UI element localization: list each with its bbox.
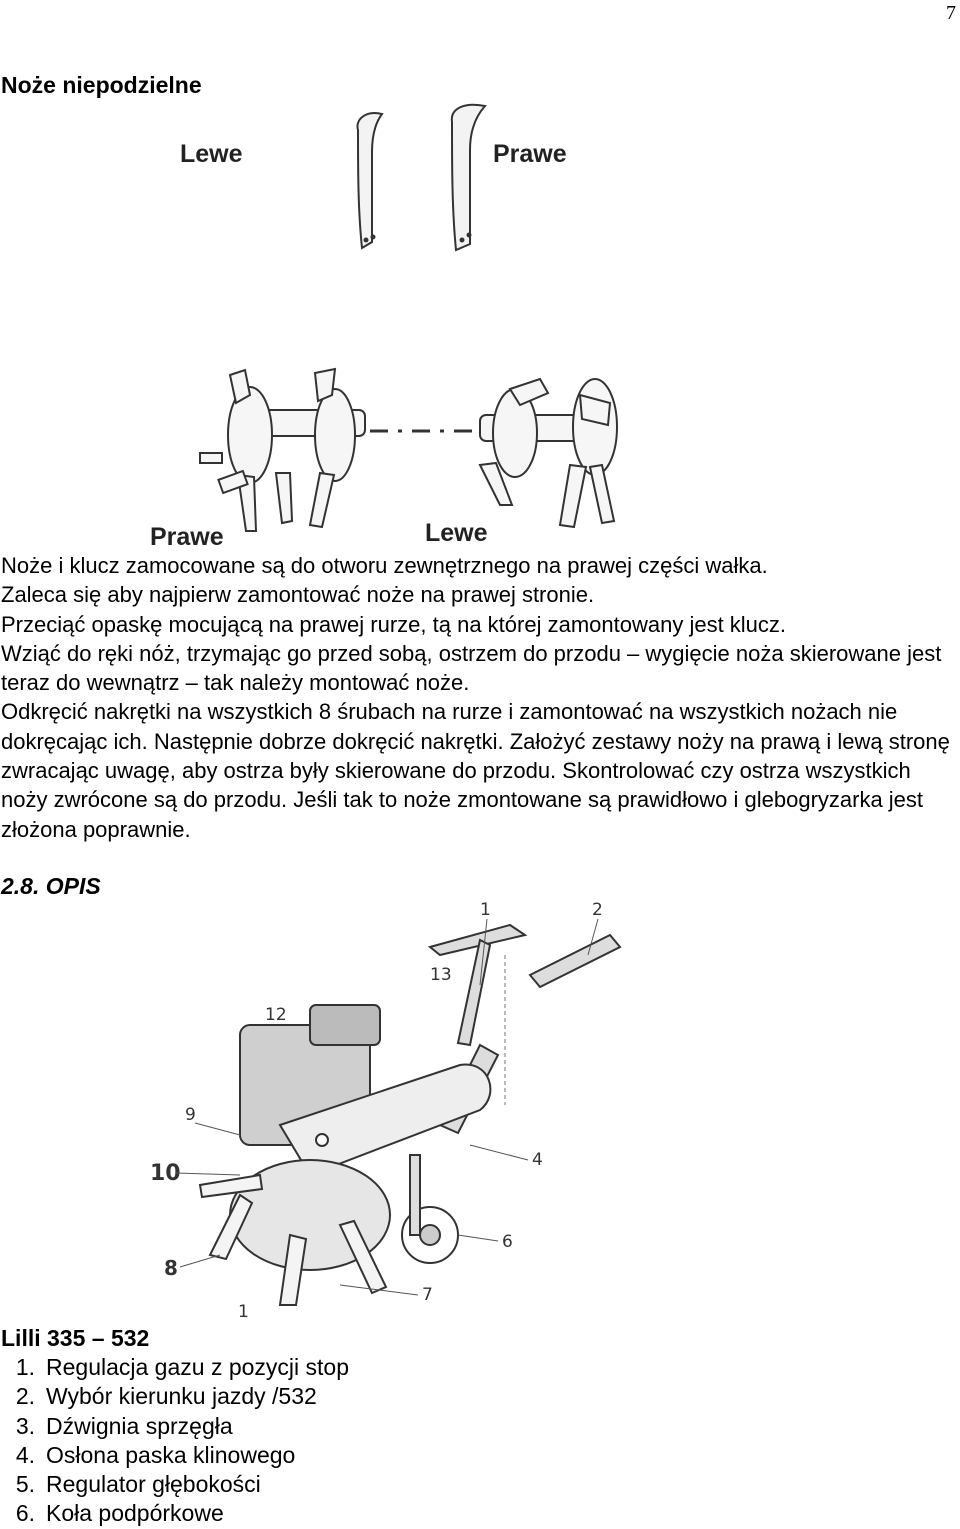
- callout-label: 12: [265, 1005, 287, 1025]
- list-item: 4. Osłona paska klinowego: [15, 1441, 296, 1468]
- callout-label: 10: [150, 1161, 181, 1186]
- instruction-paragraph: Wziąć do ręki nóż, trzymając go przed sobą, ostrzem do przodu – wygięcie noża skierowane jest teraz do wewnątrz – tak należy montować noże.: [1, 640, 942, 696]
- page-number: 7: [946, 2, 956, 24]
- list-item: 2. Wybór kierunku jazdy /532: [15, 1383, 317, 1410]
- list-item: 6. Koła podpórkowe: [15, 1500, 224, 1527]
- callout-label: 8: [164, 1256, 178, 1280]
- parts-list: [0, 1353, 349, 1529]
- assembly-instructions: [1, 551, 959, 844]
- knife-right-label: Prawe: [493, 140, 567, 168]
- assembly-right-label: Prawe: [150, 523, 224, 550]
- callout-label: 13: [430, 965, 452, 985]
- list-item: 3. Dźwignia sprzęgła: [15, 1412, 233, 1439]
- knives-illustration: [150, 100, 620, 265]
- callout-label: 9: [185, 1105, 196, 1125]
- callout-label: 6: [502, 1232, 513, 1252]
- section-heading: Noże niepodzielne: [1, 72, 202, 98]
- callout-label: 1: [238, 1302, 249, 1320]
- callout-label: 2: [592, 900, 603, 920]
- knife-assembly-illustration: [150, 355, 650, 550]
- callout-label: 4: [532, 1150, 543, 1170]
- instruction-paragraph: Przeciąć opaskę mocującą na prawej rurze, tą na której zamontowany jest klucz.: [1, 611, 787, 637]
- instruction-paragraph: Odkręcić nakrętki na wszystkich 8 śrubach na rurze i zamontować na wszystkich nożach nie dokręcając ich. Następnie dobrze dokręcić nakrętki. Założyć zestawy noży na prawą i lewą stronę zwracając uwagę, aby ostrza były skierowane do przodu. Skontrolować czy ostrza wszystkich noży zwrócone są do przodu. Jeśli tak to noże zmontowane są prawidłowo i glebogryzarka jest złożona poprawnie.: [1, 699, 950, 842]
- instruction-paragraph: Noże i klucz zamocowane są do otworu zewnętrznego na prawej części wałka.: [1, 553, 768, 578]
- knife-right-shape: [452, 105, 485, 250]
- list-item: 5. Regulator głębokości: [15, 1471, 261, 1498]
- knife-left-shape: [357, 113, 382, 248]
- list-item: 1. Regulacja gazu z pozycji stop: [15, 1354, 349, 1380]
- callout-label: 7: [422, 1285, 433, 1305]
- instruction-paragraph: Zaleca się aby najpierw zamontować noże na prawej stronie.: [1, 582, 595, 608]
- tiller-illustration: [140, 895, 660, 1320]
- knife-left-label: Lewe: [180, 140, 243, 168]
- description-heading: 2.8. OPIS: [1, 873, 101, 899]
- assembly-left-label: Lewe: [425, 519, 488, 547]
- callout-label: 1: [480, 900, 491, 920]
- model-title: Lilli 335 – 532: [1, 1325, 150, 1351]
